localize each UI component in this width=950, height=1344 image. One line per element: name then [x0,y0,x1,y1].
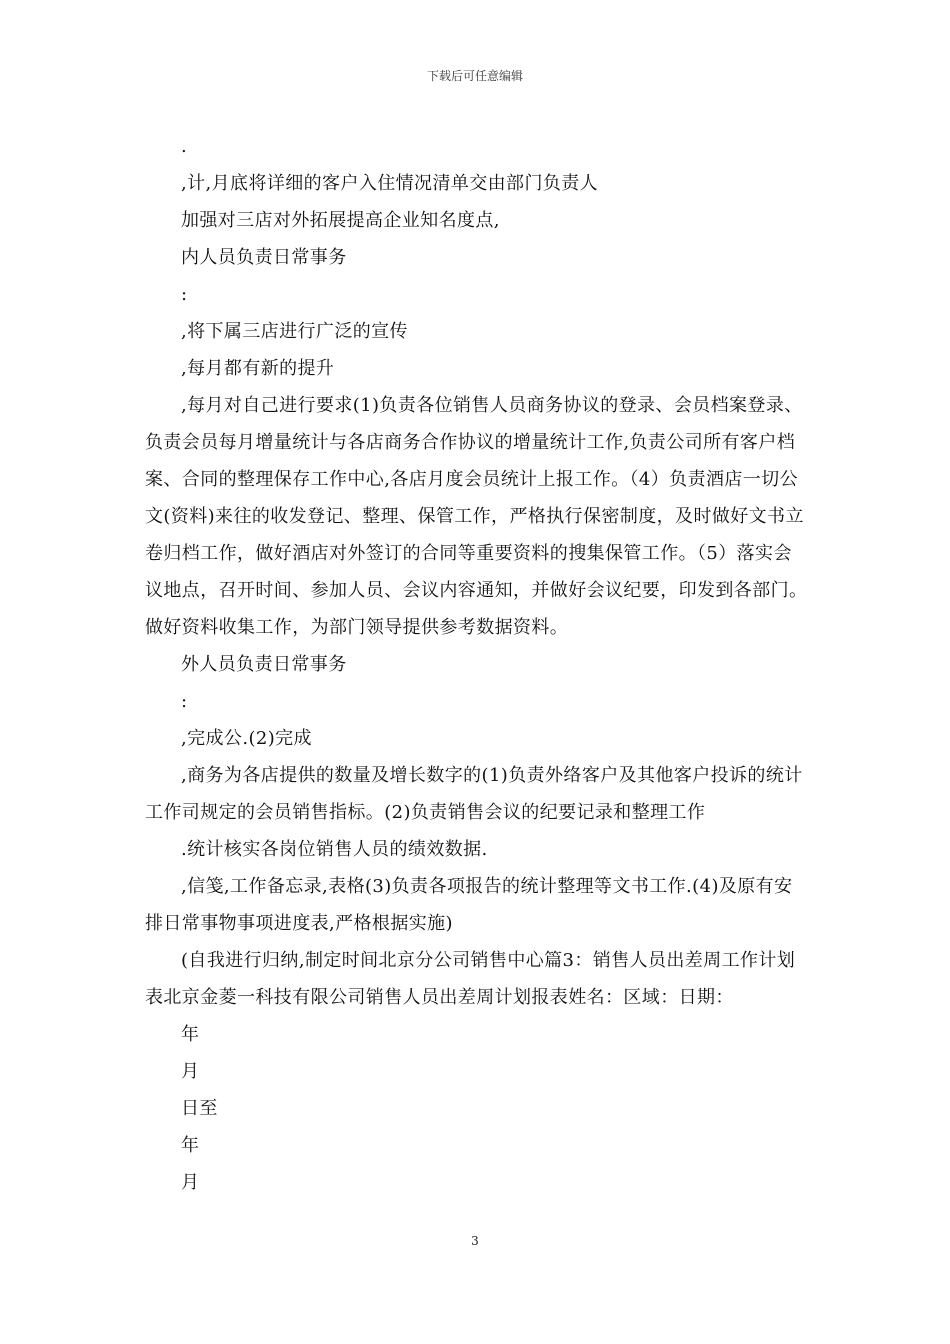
paragraph: 年 [181,1135,200,1156]
document-body [145,128,810,1201]
paragraph: 月 [181,1172,200,1193]
paragraph: ,商务为各店提供的数量及增长数字的(1)负责外络客户及其他客户投诉的统计工作司规定的会员销售指标。(2)负责销售会议的纪要记录和整理工作 [145,765,803,823]
paragraph: (自我进行归纳,制定时间北京分公司销售中心篇3：销售人员出差周工作计划表北京金菱一科技有限公司销售人员出差周计划报表姓名：区域：日期： [145,950,796,1008]
paragraph: 年 [181,1024,200,1045]
paragraph: ,每月对自己进行要求(1)负责各位销售人员商务协议的登录、会员档案登录、负责会员每月增量统计与各店商务合作协议的增量统计工作,负责公司所有客户档案、合同的整理保存工作中心,各店月度会员统计上报工作。（4）负责酒店一切公文(资料)来往的收发登记、整理、保管工作，严格执行保密制度，及时做好文书立卷归档工作，做好酒店对外签订的合同等重要资料的搜集保管工作。（5）落实会议地点，召开时间、参加人员、会议内容通知，并做好会议纪要，印发到各部门。做好资料收集工作，为部门领导提供参考数据资料。 [145,395,808,638]
paragraph: ,完成公.(2)完成 [181,728,312,749]
paragraph: 外人员负责日常事务 [181,654,347,675]
paragraph: .统计核实各岗位销售人员的绩效数据. [181,839,488,860]
page-number: 3 [471,1234,479,1248]
paragraph: ,将下属三店进行广泛的宣传 [181,321,408,342]
paragraph: 内人员负责日常事务 [181,247,347,268]
paragraph: 月 [181,1061,200,1082]
paragraph: ,每月都有新的提升 [181,358,335,379]
paragraph: : [181,691,188,712]
paragraph: 日至 [181,1098,218,1119]
page-header: 下载后可任意编辑 [426,69,523,83]
paragraph: . [181,136,188,157]
paragraph: 加强对三店对外拓展提高企业知名度点, [181,210,500,231]
paragraph: ,信笺,工作备忘录,表格(3)负责各项报告的统计整理等文书工作.(4)及原有安排日常事物事项进度表,严格根据实施) [145,876,793,934]
paragraph: : [181,284,188,305]
paragraph: ,计,月底将详细的客户入住情况清单交由部门负责人 [181,173,599,194]
